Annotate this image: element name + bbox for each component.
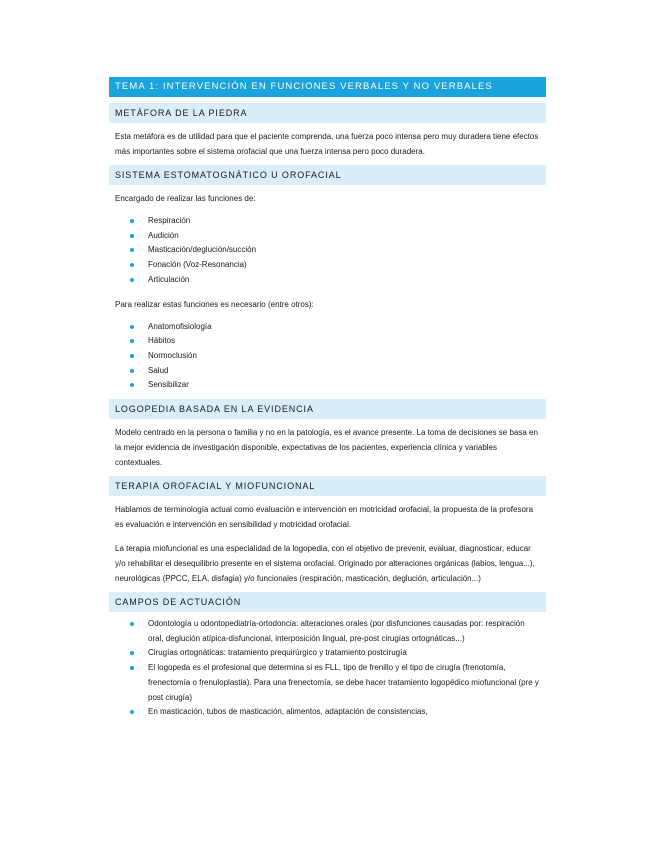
bullet-icon [130, 622, 134, 626]
section-heading-campos: CAMPOS DE ACTUACIÓN [109, 592, 546, 612]
logopedia-paragraph: Modelo centrado en la persona o familia y no en la patología, es el avance presente. La toma de decisiones se basa en la mejor evidencia de investigación disponible, expectativas de los pacientes, experiencia clínica y variables contextuales. [115, 428, 538, 468]
list-item: Articulación [109, 273, 546, 288]
list-item: Audición [109, 229, 546, 244]
list-item: Sensibilizar [109, 378, 546, 393]
sistema-intro-2: Para realizar estas funciones es necesario (entre otros): [115, 299, 314, 309]
document-title: TEMA 1: INTERVENCIÓN EN FUNCIONES VERBALES Y NO VERBALES [109, 77, 546, 97]
requirements-list [109, 320, 546, 394]
list-item: Cirugías ortognáticas: tratamiento prequirúrgico y tratamiento postcirugía [109, 646, 546, 661]
sistema-intro: Encargado de realizar las funciones de: [115, 194, 256, 203]
list-item: Fonación (Voz-Resonancia) [109, 258, 546, 273]
section-heading-sistema: SISTEMA ESTOMATOGNÁTICO U OROFACIAL [109, 165, 546, 185]
list-item: Anatomofisiología [109, 320, 546, 335]
list-item: Odontología u odontopediatría-ortodoncia: alteraciones orales (por disfunciones causadas por: respiración oral, deglución atípica-disfuncional, interposición lingual, pre-post cirugías ortognáticas...) [109, 617, 546, 646]
section-heading-terapia: TERAPIA OROFACIAL Y MIOFUNCIONAL [109, 476, 546, 496]
bullet-icon [130, 278, 134, 282]
list-item: Salud [109, 364, 546, 379]
section-heading-logopedia: LOGOPEDIA BASADA EN LA EVIDENCIA [109, 399, 546, 419]
list-item: Hábitos [109, 334, 546, 349]
bullet-icon [130, 354, 134, 358]
list-item: Respiración [109, 214, 546, 229]
list-item: El logopeda es el profesional que determina si es FLL, tipo de frenillo y el tipo de cirugía (frenotomía, frenectomía o frenuloplastia). Para una frenectomía, se debe hacer tratamiento logopédico miofuncional (pre y post cirugía) [109, 661, 546, 705]
bullet-icon [130, 369, 134, 373]
bullet-icon [130, 219, 134, 223]
list-item: Masticación/deglución/succión [109, 243, 546, 258]
section-heading-metafora: METÁFORA DE LA PIEDRA [109, 103, 546, 123]
bullet-icon [130, 651, 134, 655]
list-item: En masticación, tubos de masticación, alimentos, adaptación de consistencias, [109, 705, 546, 720]
terapia-paragraph-2: La terapia miofuncional es una especialidad de la logopedia, con el objetivo de prevenir, evaluar, diagnosticar, educar y/o rehabilitar el desequilibrio presente en el sistema orofacial. Originado por alteraciones orgánicas (labios, lengua...), neurológicas (PPCC, ELA, disfagia) y/o funcionales (respiración, masticación, deglución, articulación...) [115, 544, 535, 584]
terapia-paragraph: Hablamos de terminología actual como evaluación e intervención en motricidad orofacial, la propuesta de la profesora es evaluación e intervención en sensibilidad y motricidad orofacial. [115, 505, 534, 530]
bullet-icon [130, 234, 134, 238]
bullet-icon [130, 383, 134, 387]
bullet-icon [130, 666, 134, 670]
metafora-paragraph: Esta metáfora es de utilidad para que el paciente comprenda, una fuerza poco intensa pero muy duradera tiene efectos más importantes sobre el sistema orofacial que una fuerza intensa pero poco duradera. [115, 132, 539, 156]
bullet-icon [130, 263, 134, 267]
document-page [109, 77, 546, 720]
functions-list [109, 214, 546, 288]
bullet-icon [130, 339, 134, 343]
bullet-icon [130, 325, 134, 329]
campos-list [109, 617, 546, 720]
bullet-icon [130, 248, 134, 252]
bullet-icon [130, 710, 134, 714]
list-item: Normoclusión [109, 349, 546, 364]
